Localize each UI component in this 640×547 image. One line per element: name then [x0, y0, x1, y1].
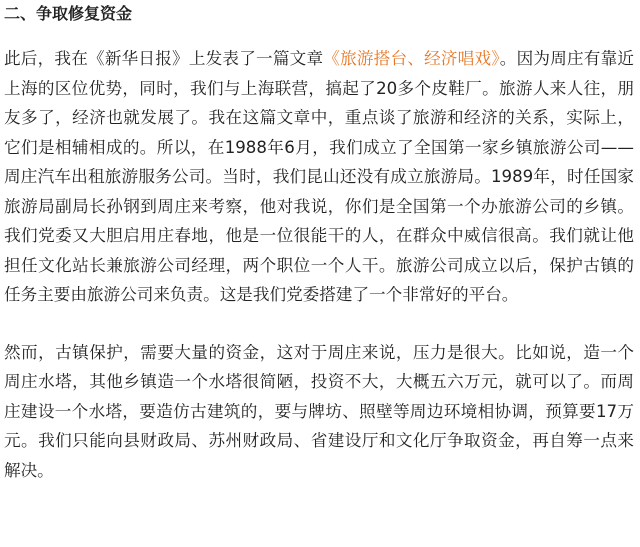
paragraph-1: [4, 44, 634, 310]
paragraph-1-text-end: 。因为周庄有靠近上海的区位优势，同时，我们与上海联营，搞起了20多个皮鞋厂。旅游人来人往，朋友多了，经济也就发展了。我在这篇文章中，重点谈了旅游和经济的关系，实际上，它们是相辅相成的。所以，在1988年6月，我们成立了全国第一家乡镇旅游公司——周庄汽车出租旅游服务公司。当时，我们昆山还没有成立旅游局。1989年，时任国家旅游局副局长孙钢到周庄来考察，他对我说，你们是全国第一个办旅游公司的乡镇。我们党委又大胆启用庄春地，他是一位很能干的人，在群众中威信很高。我们就让他担任文化站长兼旅游公司经理，两个职位一个人干。旅游公司成立以后，保护古镇的任务主要由旅游公司来负责。这是我们党委搭建了一个非常好的平台。: [4, 49, 635, 304]
article-title-link[interactable]: 《旅游搭台、经济唱戏》: [323, 49, 500, 68]
paragraph-1-text-start: 此后，我在《新华日报》上发表了一篇文章: [4, 49, 324, 68]
section-heading: 二、争取修复资金: [4, 4, 133, 23]
paragraph-2: 然而，古镇保护，需要大量的资金，这对于周庄来说，压力是很大。比如说，造一个周庄水塔，其他乡镇造一个水塔很简陋，投资不大，大概五六万元，就可以了。而周庄建设一个水塔，要造仿古建筑的，要与牌坊、照壁等周边环境相协调，预算要17万元。我们只能向县财政局、苏州财政局、省建设厅和文化厅争取资金，再自筹一点来解决。: [4, 342, 634, 480]
